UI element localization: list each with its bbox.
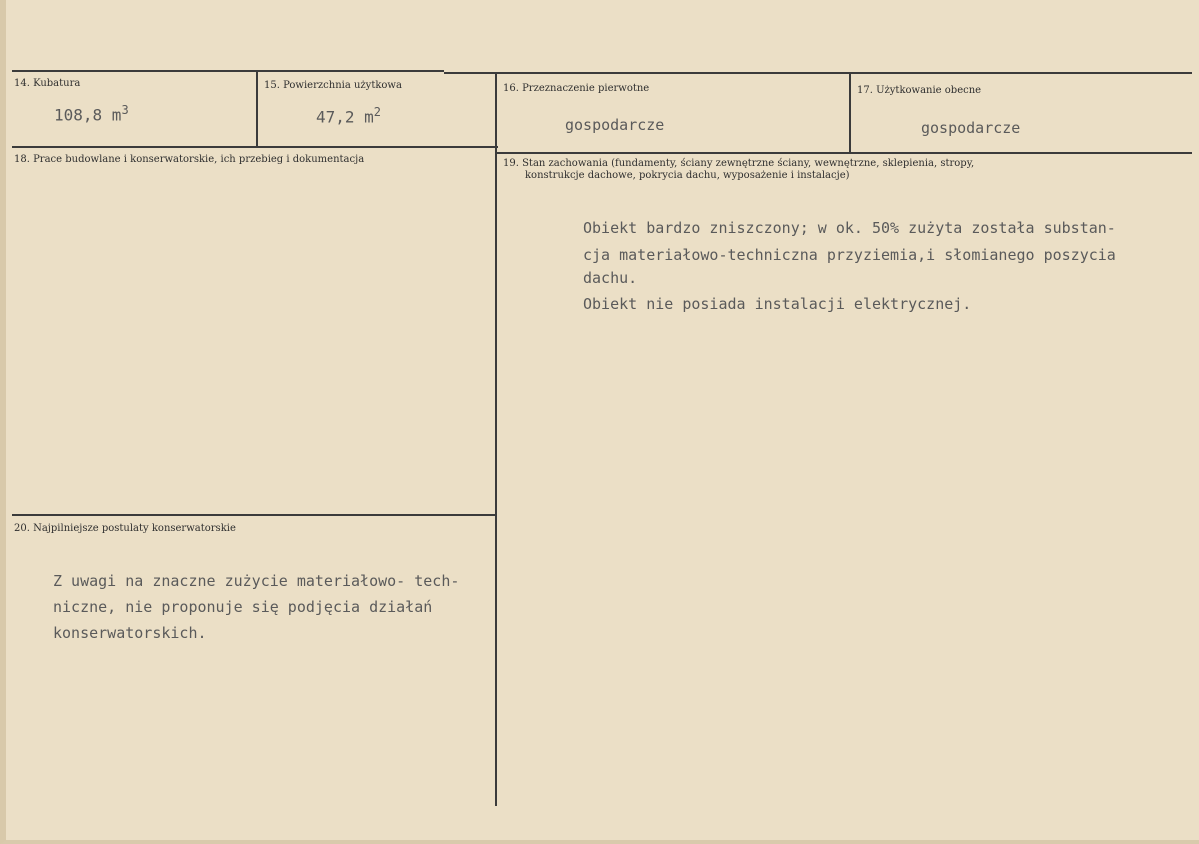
field-15-value — [316, 100, 381, 129]
field-19-line-3: dachu. — [583, 269, 638, 287]
field-15-exponent: 2 — [373, 105, 382, 119]
divider-14-15 — [256, 72, 258, 148]
field-20-line-1: Z uwagi na znaczne zużycie materiałowo- tech- — [53, 572, 460, 590]
field-20-line-3: konserwatorskich. — [53, 624, 207, 642]
field-15-number: 47,2 m — [316, 107, 374, 127]
field-17-value: gospodarcze — [921, 119, 1021, 137]
field-16-label: 16. Przeznaczenie pierwotne — [503, 83, 650, 94]
field-17-label: 17. Użytkowanie obecne — [857, 85, 982, 96]
field-19-label-line-1: 19. Stan zachowania (fundamenty, ściany zewnętrzne ściany, wewnętrzne, sklepienia, stropy, — [503, 158, 975, 169]
section-20-top-rule — [12, 514, 496, 516]
field-19-line-4: Obiekt nie posiada instalacji elektrycznej. — [583, 295, 972, 313]
field-14-label: 14. Kubatura — [14, 78, 81, 89]
field-14-value — [54, 98, 129, 127]
field-15-label: 15. Powierzchnia użytkowa — [264, 80, 402, 91]
header-bottom-rule-left — [12, 146, 498, 148]
field-19-label-line-2: konstrukcje dachowe, pokrycia dachu, wyposażenie i instalacje) — [525, 170, 850, 181]
field-16-value: gospodarcze — [565, 116, 665, 134]
field-20-label: 20. Najpilniejsze postulaty konserwatorskie — [14, 523, 236, 534]
field-20-line-2: niczne, nie proponuje się podjęcia działań — [53, 598, 433, 616]
top-rule-left — [12, 70, 444, 72]
field-14-exponent: 3 — [121, 103, 129, 117]
field-18-label: 18. Prace budowlane i konserwatorskie, ich przebieg i dokumentacja — [14, 154, 365, 165]
divider-16-17 — [849, 74, 851, 154]
top-rule-right — [444, 72, 1192, 74]
divider-15-16 — [495, 72, 497, 148]
header-bottom-rule-right — [496, 152, 1192, 154]
field-14-number: 108,8 m — [54, 105, 122, 125]
main-vertical-divider — [495, 148, 497, 806]
field-19-line-2: cja materiałowo-techniczna przyziemia,i słomianego poszycia — [583, 246, 1116, 264]
field-19-line-1: Obiekt bardzo zniszczony; w ok. 50% zużyta została substan- — [583, 219, 1116, 237]
